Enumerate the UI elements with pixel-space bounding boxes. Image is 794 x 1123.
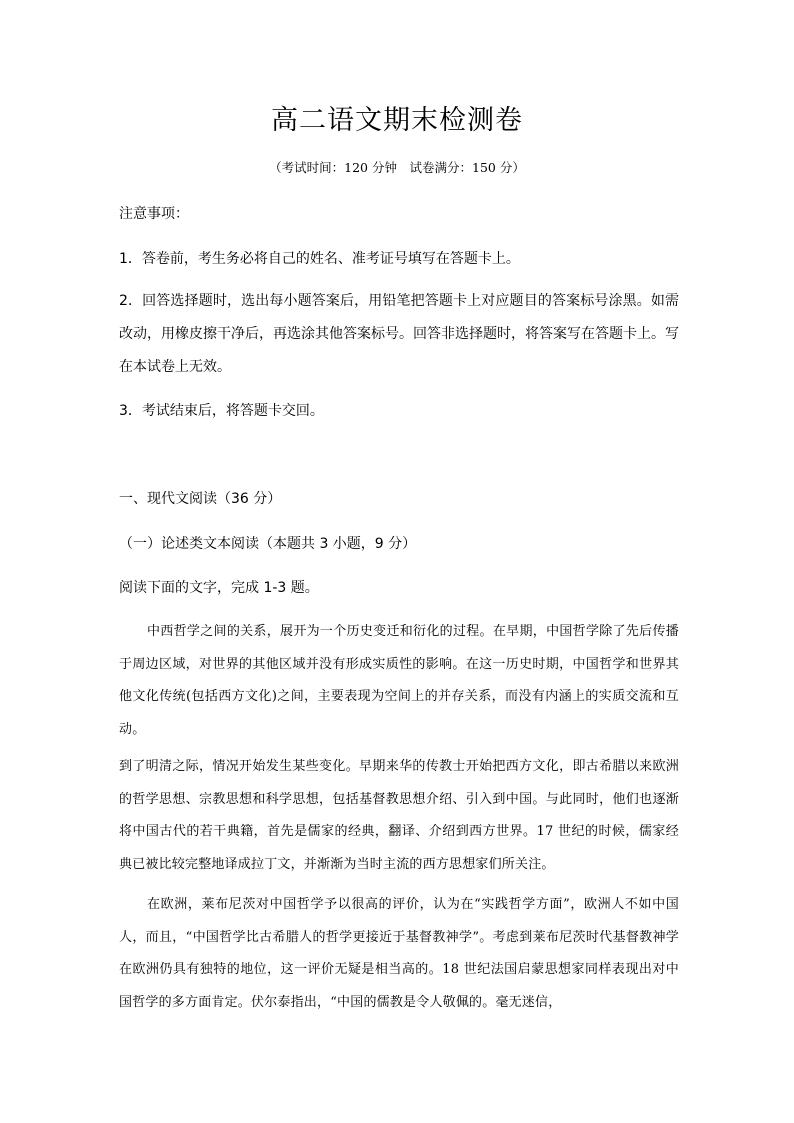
section-heading: 一、现代文阅读（36 分） (119, 491, 282, 507)
notes-heading: 注意事项： (119, 206, 189, 222)
note-item-2: 2．回答选择题时，选出每小题答案后，用铅笔把答题卡上对应题目的答案标号涂黑。如需改动，用橡皮擦干净后，再选涂其他答案标号。回答非选择题时，将答案写在答题卡上。写在本试卷上无效。 (119, 293, 679, 375)
reading-instruction: 阅读下面的文字，完成 1-3 题。 (119, 580, 319, 596)
passage-paragraph-3: 在欧洲，莱布尼茨对中国哲学予以很高的评价，认为在“实践哲学方面”，欧洲人不如中国人，而且，“中国哲学比古希腊人的哲学更接近于基督教神学”。考虑到莱布尼茨时代基督教神学在欧洲仍具有独特的地位，这一评价无疑是相当高的。18 世纪法国启蒙思想家同样表现出对中国哲学的多方面肯定。伏尔泰指出，“中国的儒教是令人敬佩的。毫无迷信， (119, 897, 679, 1010)
passage-paragraph-2: 到了明清之际，情况开始发生某些变化。早期来华的传教士开始把西方文化，即古希腊以来欧洲的哲学思想、宗教思想和科学思想，包括基督教思想介绍、引入到中国。与此同时，他们也逐渐将中国古代的若干典籍，首先是儒家的经典，翻译、介绍到西方世界。17 世纪的时候，儒家经典已被比较完整地译成拉丁文，并渐渐为当时主流的西方思想家们所关注。 (119, 759, 679, 872)
section-sub-heading: （一）论述类文本阅读（本题共 3 小题，9 分） (119, 536, 417, 552)
exam-subtitle: （考试时间：120 分钟 试卷满分：150 分） (269, 160, 525, 175)
passage-paragraph-1: 中西哲学之间的关系，展开为一个历史变迁和衍化的过程。在早期，中国哲学除了先后传播于周边区域，对世界的其他区域并没有形成实质性的影响。在这一历史时期，中国哲学和世界其他文化传统(包括西方文化)之间，主要表现为空间上的并存关系，而没有内涵上的实质交流和互动。 (119, 624, 679, 737)
note-item-3: 3．考试结束后，将答题卡交回。 (119, 403, 324, 419)
note-item-1: 1．答卷前，考生务必将自己的姓名、准考证号填写在答题卡上。 (119, 251, 520, 267)
exam-title: 高二语文期末检测卷 (271, 105, 523, 136)
